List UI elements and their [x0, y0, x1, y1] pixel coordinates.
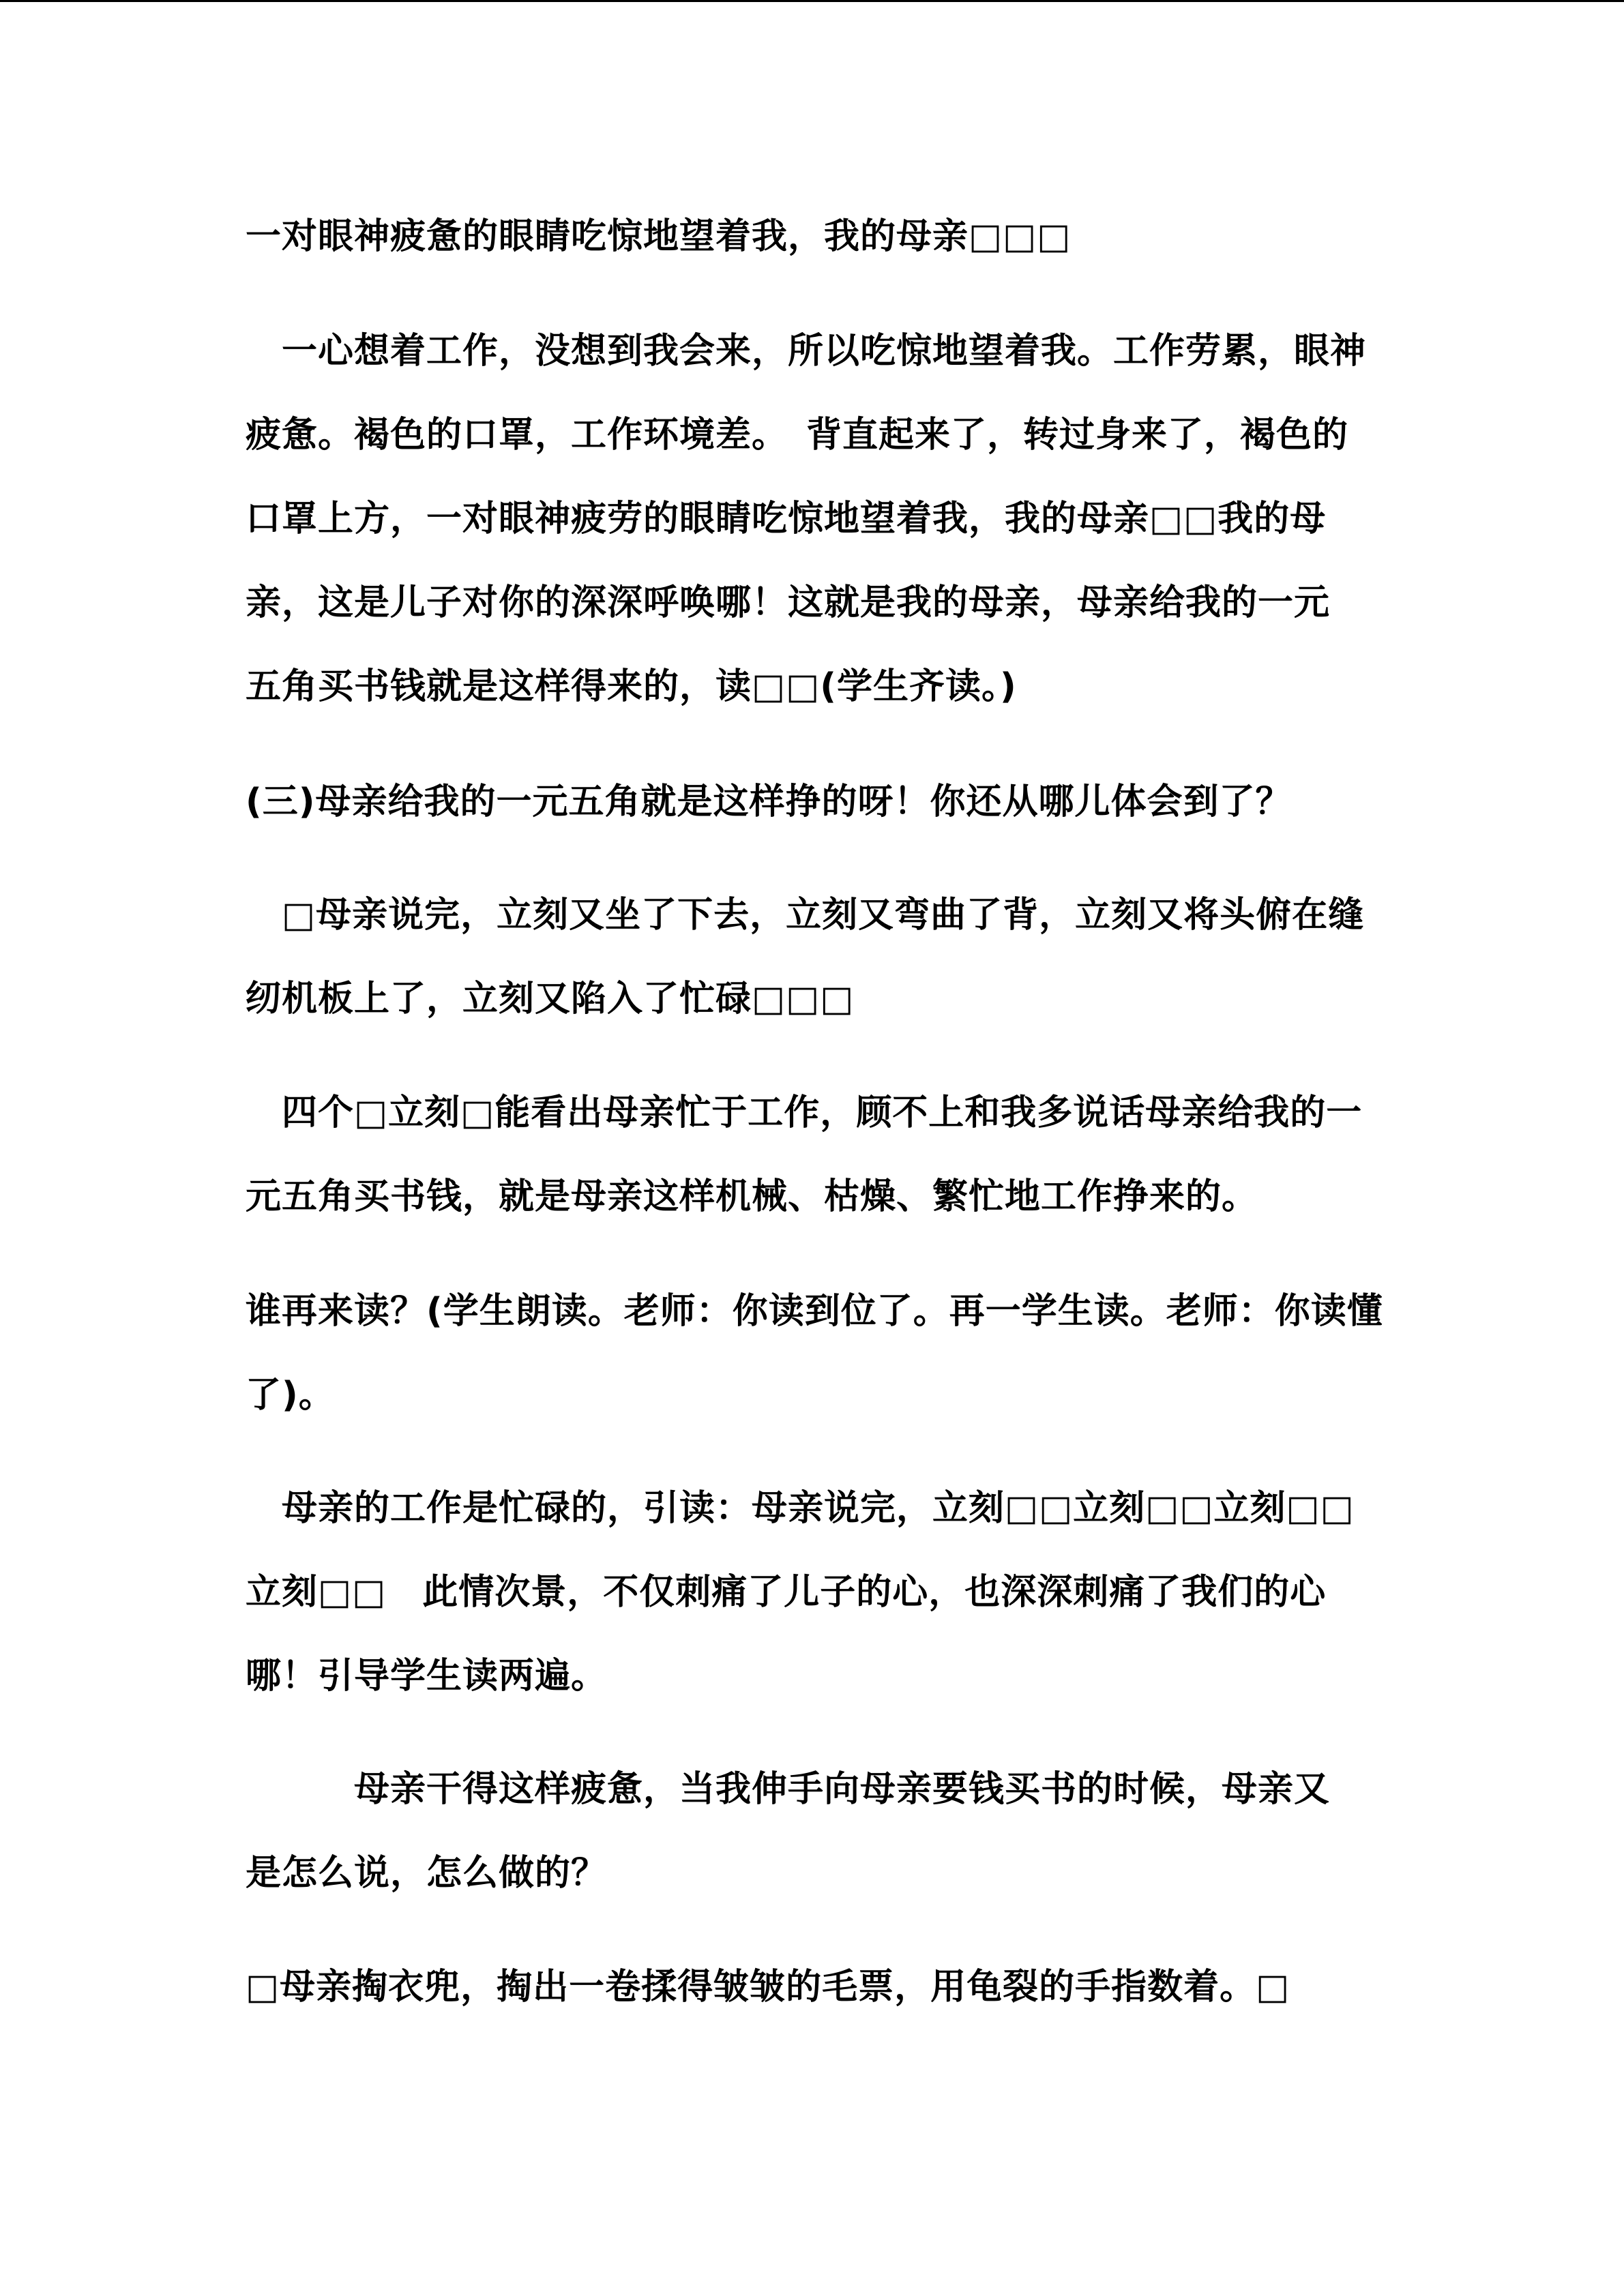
text-line: 疲惫。褐色的口罩，工作环境差。 背直起来了，转过身来了，褐色的 — [246, 415, 1349, 456]
text-line: 哪！引导学生读两遍。 — [246, 1656, 608, 1697]
text-line: 纫机板上了，立刻又陷入了忙碌□□□ — [246, 979, 855, 1019]
text-line: 了)。 — [246, 1375, 335, 1416]
text-line: 一对眼神疲惫的眼睛吃惊地望着我，我的母亲□□□ — [246, 216, 1072, 257]
text-line: 口罩上方，一对眼神疲劳的眼睛吃惊地望着我，我的母亲□□我的母 — [246, 498, 1327, 539]
text-line: 五角买书钱就是这样得来的，读□□(学生齐读。) — [246, 666, 1017, 707]
text-line: 四个□立刻□能看出母亲忙于工作，顾不上和我多说话母亲给我的一 — [246, 1092, 1363, 1133]
text-line: 谁再来读？(学生朗读。老师：你读到位了。再一学生读。老师：你读懂 — [246, 1291, 1383, 1332]
text-line: 母亲的工作是忙碌的，引读：母亲说完，立刻□□立刻□□立刻□□ — [246, 1488, 1355, 1529]
text-line: □母亲掏衣兜，掏出一卷揉得皱皱的毛票，用龟裂的手指数着。□ — [246, 1967, 1290, 2008]
text-line: 母亲干得这样疲惫，当我伸手向母亲要钱买书的时候，母亲又 — [246, 1769, 1331, 1810]
text-line: 元五角买书钱，就是母亲这样机械、枯燥、繁忙地工作挣来的。 — [246, 1176, 1258, 1217]
text-line: 是怎么说，怎么做的？ — [246, 1853, 608, 1894]
page-top-border — [0, 0, 1624, 2]
text-line: 亲，这是儿子对你的深深呼唤哪！这就是我的母亲，母亲给我的一元 — [246, 582, 1331, 623]
text-line: 一心想着工作，没想到我会来，所以吃惊地望着我。工作劳累，眼神 — [246, 331, 1367, 372]
text-line: □母亲说完，立刻又坐了下去，立刻又弯曲了背，立刻又将头俯在缝 — [246, 895, 1365, 936]
text-line: (三)母亲给我的一元五角就是这样挣的呀！你还从哪儿体会到了？ — [246, 781, 1292, 822]
text-line: 立刻□□ 此情次景，不仅刺痛了儿子的心，也深深刺痛了我们的心 — [246, 1572, 1327, 1613]
